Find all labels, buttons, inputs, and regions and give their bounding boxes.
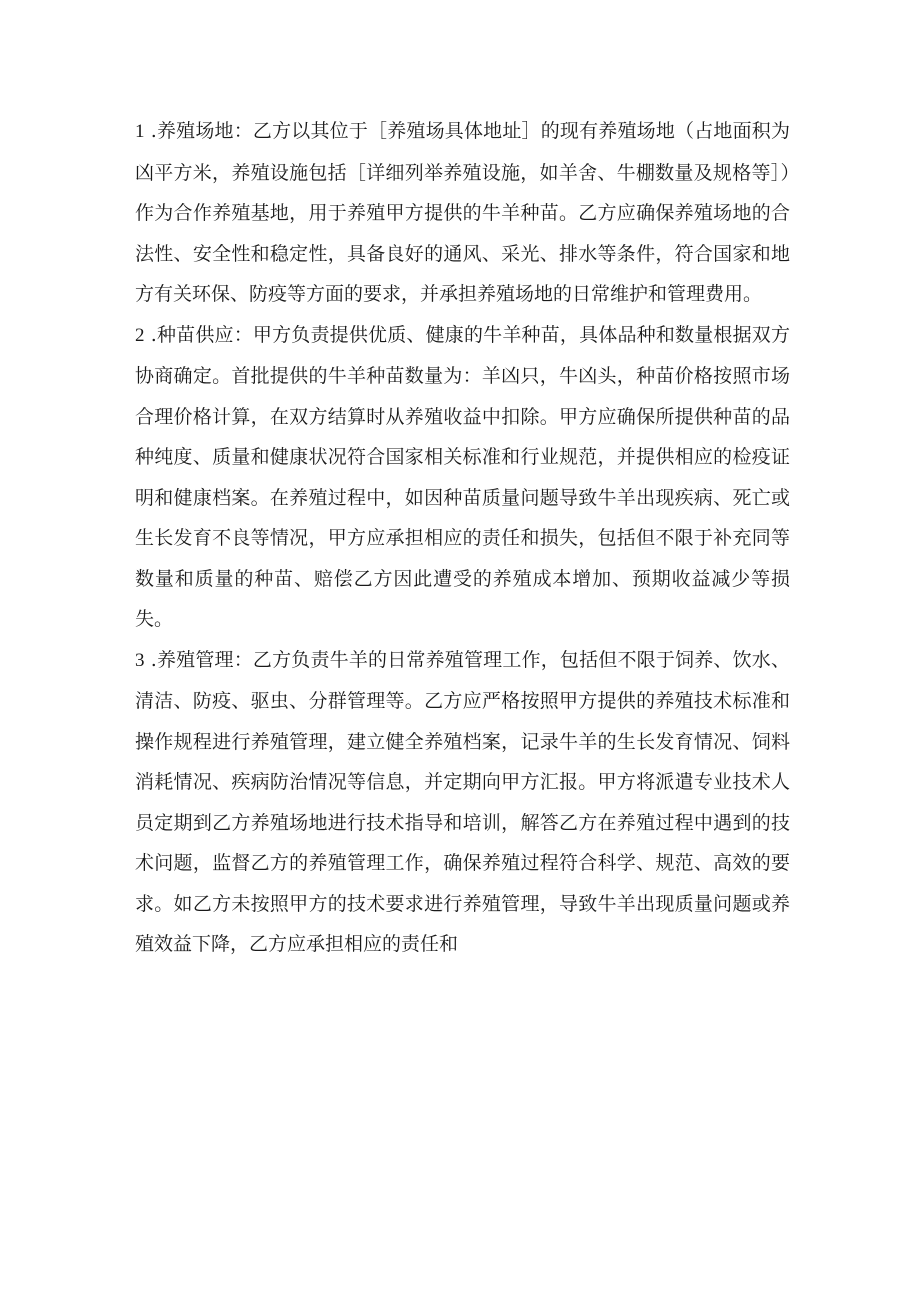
- clause-2: [135, 315, 790, 640]
- clause-2-number: 2: [135, 324, 145, 346]
- clause-2-text: .种苗供应：甲方负责提供优质、健康的牛羊种苗，具体品种和数量根据双方协商确定。首批提供的牛羊种苗数量为：羊凶只，牛凶头，种苗价格按照市场合理价格计算，在双方结算时从养殖收益中扣除。甲方应确保所提供种苗的品种纯度、质量和健康状况符合国家相关标准和行业规范，并提供相应的检疫证明和健康档案。在养殖过程中，如因种苗质量问题导致牛羊出现疾病、死亡或生长发育不良等情况，甲方应承担相应的责任和损失，包括但不限于补充同等数量和质量的种苗、赔偿乙方因此遭受的养殖成本增加、预期收益减少等损失。: [135, 323, 790, 630]
- clause-1: [135, 111, 790, 315]
- clause-3-text: .养殖管理：乙方负责牛羊的日常养殖管理工作，包括但不限于饲养、饮水、清洁、防疫、驱虫、分群管理等。乙方应严格按照甲方提供的养殖技术标准和操作规程进行养殖管理，建立健全养殖档案，记录牛羊的生长发育情况、饲料消耗情况、疾病防治情况等信息，并定期向甲方汇报。甲方将派遣专业技术人员定期到乙方养殖场地进行技术指导和培训，解答乙方在养殖过程中遇到的技术问题，监督乙方的养殖管理工作，确保养殖过程符合科学、规范、高效的要求。如乙方未按照甲方的技术要求进行养殖管理，导致牛羊出现质量问题或养殖效益下降，乙方应承担相应的责任和: [135, 648, 790, 955]
- clause-3: [135, 640, 790, 965]
- document-body: [135, 111, 790, 965]
- clause-3-number: 3: [135, 649, 145, 671]
- clause-1-text: .养殖场地：乙方以其位于［养殖场具体地址］的现有养殖场地（占地面积为凶平方米，养殖设施包括［详细列举养殖设施，如羊舍、牛棚数量及规格等］）作为合作养殖基地，用于养殖甲方提供的牛羊种苗。乙方应确保养殖场地的合法性、安全性和稳定性，具备良好的通风、采光、排水等条件，符合国家和地方有关环保、防疫等方面的要求，并承担养殖场地的日常维护和管理费用。: [135, 120, 790, 305]
- clause-1-number: 1: [135, 121, 145, 142]
